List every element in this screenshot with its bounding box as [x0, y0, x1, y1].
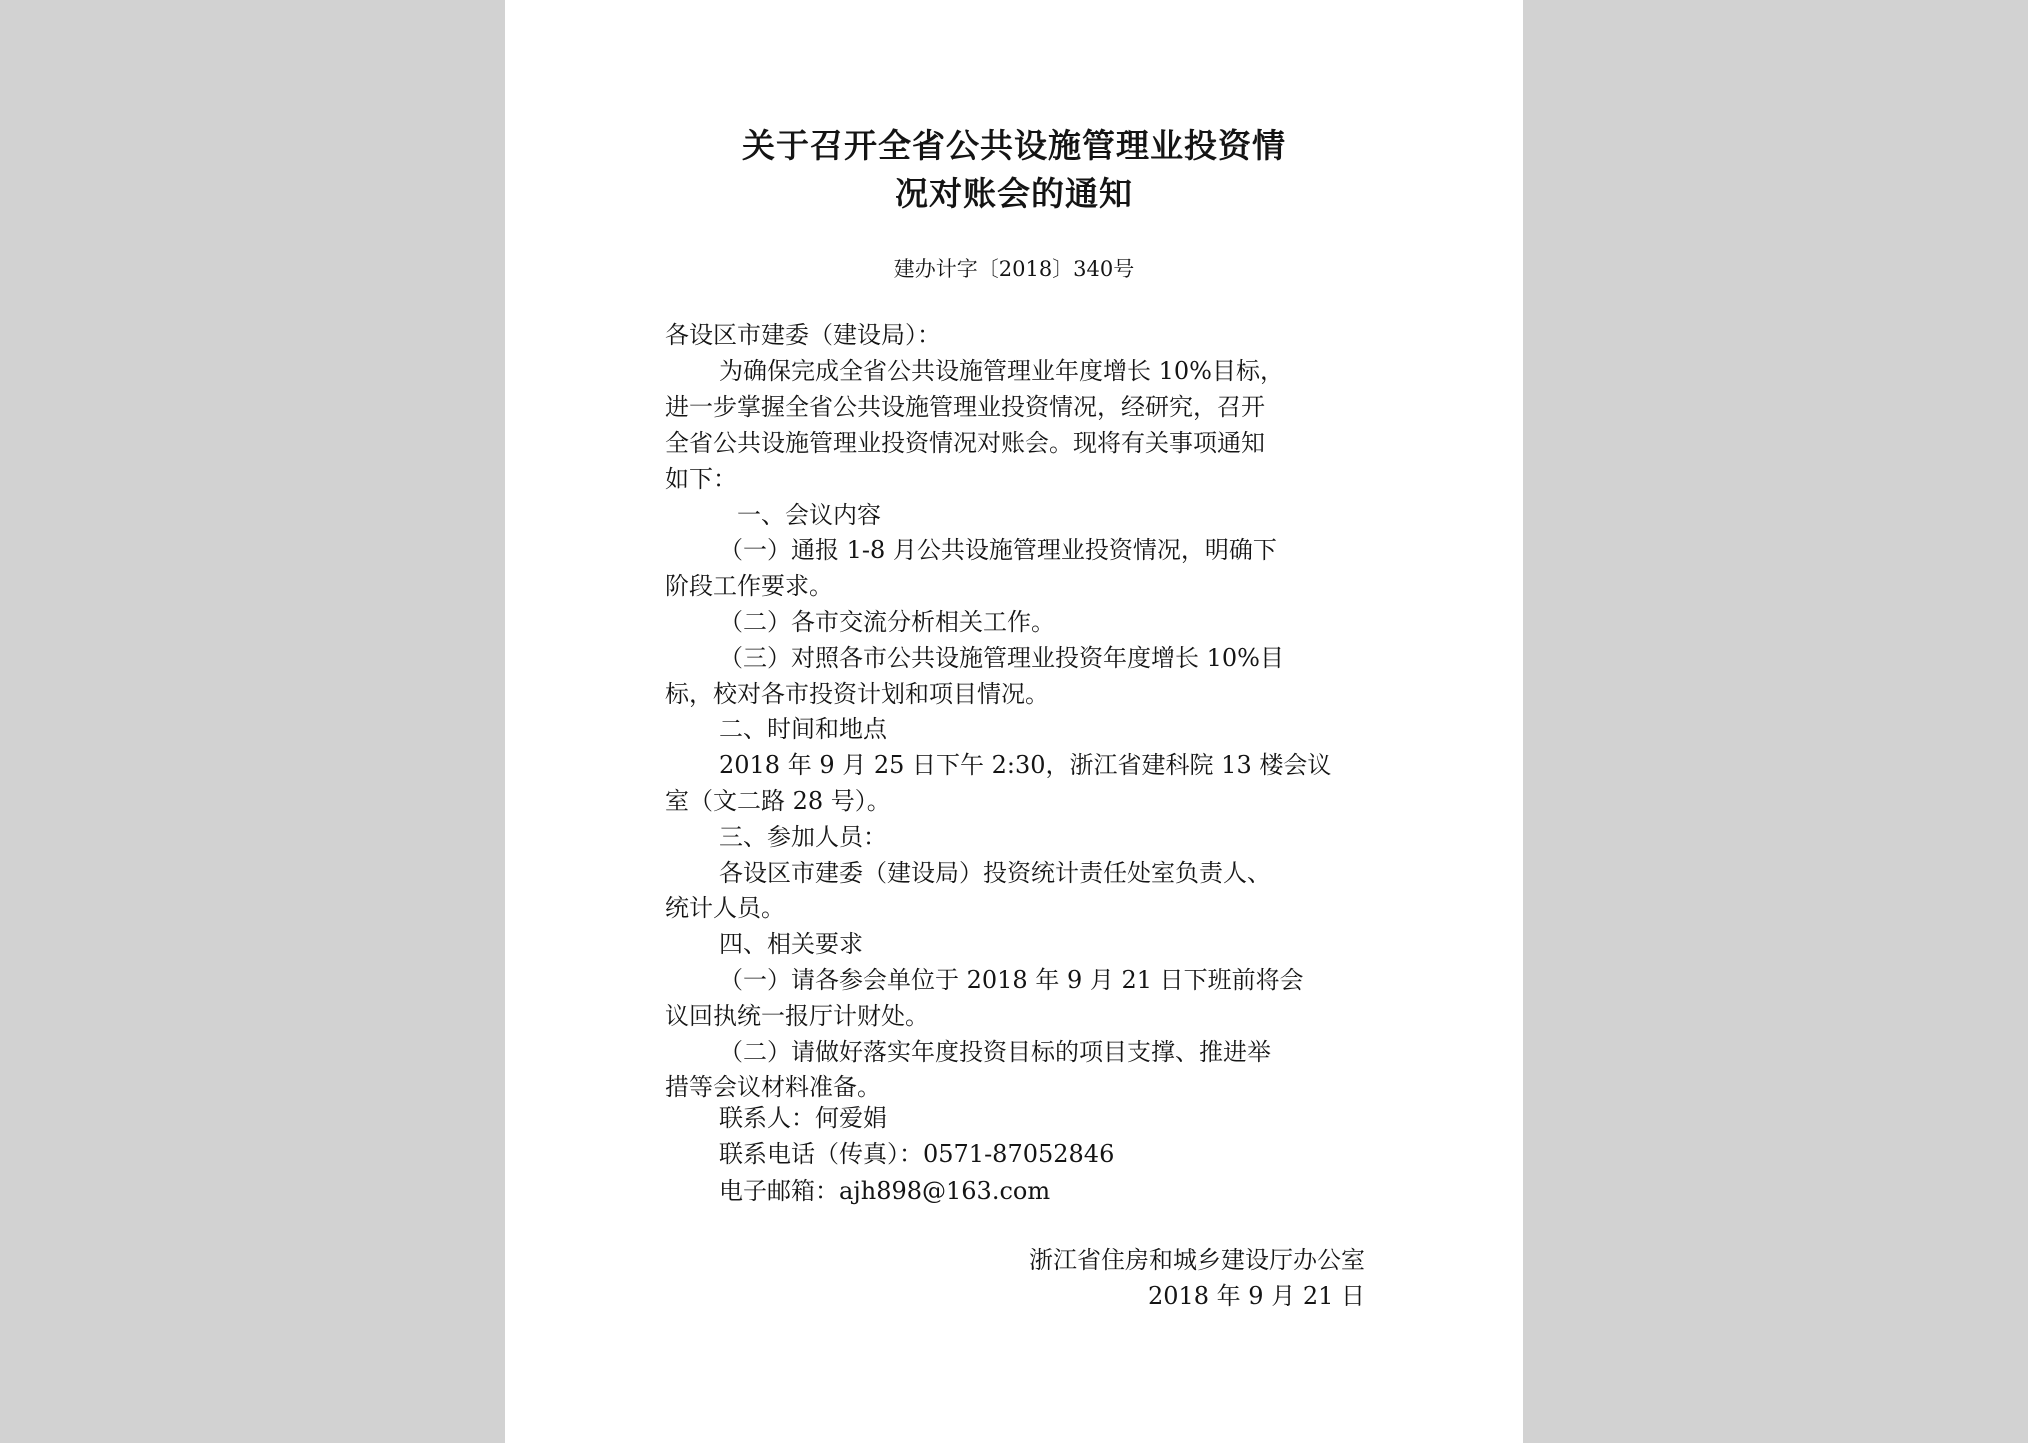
body-line: （二）请做好落实年度投资目标的项目支撑、推进举 [719, 1038, 1271, 1066]
section-heading: 二、时间和地点 [719, 715, 887, 743]
contact-person: 联系人：何爱娟 [719, 1104, 887, 1132]
body-line: 议回执统一报厅计财处。 [665, 1002, 929, 1030]
body-line: （一）通报 1-8 月公共设施管理业投资情况，明确下 [719, 536, 1277, 564]
section-heading: 一、会议内容 [737, 501, 881, 529]
signature-organization: 浙江省住房和城乡建设厅办公室 [1029, 1246, 1365, 1274]
section-heading: 四、相关要求 [719, 930, 863, 958]
document-number: 建办计字〔2018〕340号 [893, 257, 1135, 281]
body-line: 如下： [665, 465, 737, 493]
body-line: 为确保完成全省公共设施管理业年度增长 10%目标， [719, 357, 1284, 385]
contact-email: 电子邮箱：ajh898@163.com [719, 1177, 1051, 1205]
contact-phone: 联系电话（传真）：0571-87052846 [719, 1140, 1115, 1168]
body-line: 统计人员。 [665, 894, 785, 922]
body-line: 措等会议材料准备。 [665, 1073, 881, 1101]
body-line: 进一步掌握全省公共设施管理业投资情况，经研究，召开 [665, 393, 1265, 421]
body-line: 各设区市建委（建设局）投资统计责任处室负责人、 [719, 859, 1271, 887]
document-title-line-2: 况对账会的通知 [895, 174, 1133, 213]
addressee: 各设区市建委（建设局）： [665, 321, 941, 349]
signature-date: 2018 年 9 月 21 日 [1147, 1282, 1365, 1310]
body-line: （二）各市交流分析相关工作。 [719, 608, 1055, 636]
body-line: 标，校对各市投资计划和项目情况。 [665, 680, 1049, 708]
document-title-line-1: 关于召开全省公共设施管理业投资情 [742, 126, 1286, 165]
document-page [505, 0, 1523, 1443]
section-heading: 三、参加人员： [719, 823, 887, 851]
body-line: 室（文二路 28 号）。 [665, 787, 891, 815]
body-line: 阶段工作要求。 [665, 572, 833, 600]
body-line: （三）对照各市公共设施管理业投资年度增长 10%目 [719, 644, 1284, 672]
body-line: 全省公共设施管理业投资情况对账会。现将有关事项通知 [665, 429, 1265, 457]
body-line: 2018 年 9 月 25 日下午 2:30，浙江省建科院 13 楼会议 [719, 751, 1332, 779]
body-line: （一）请各参会单位于 2018 年 9 月 21 日下班前将会 [719, 966, 1304, 994]
